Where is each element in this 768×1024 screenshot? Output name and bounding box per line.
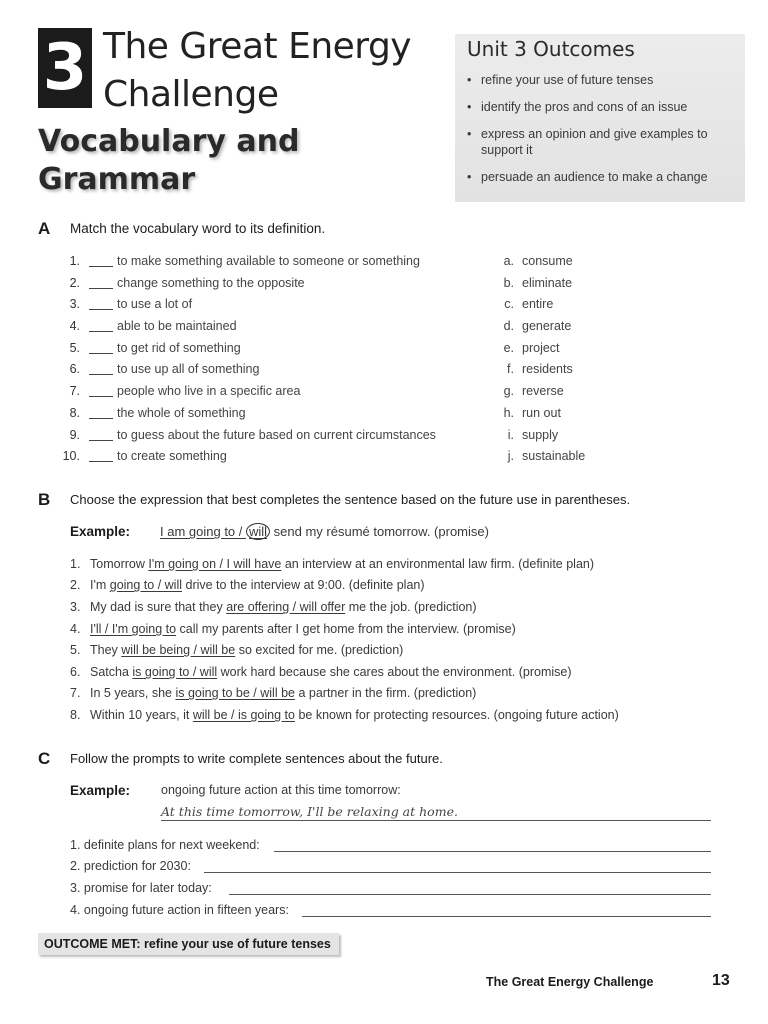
unit-number-badge: 3 [38, 28, 92, 108]
prompt-item: 3. promise for later today: [70, 881, 212, 895]
section-title-line-1: Vocabulary and [38, 124, 300, 159]
unit-title-line-2: Challenge [103, 74, 279, 115]
vocab-row: 9. to guess about the future based on current circumstances i. supply [69, 428, 559, 442]
prompt-item: 1. definite plans for next weekend: [70, 838, 260, 852]
example-label: Example: [70, 783, 131, 798]
vocab-row: 6. to use up all of something f. residents [69, 362, 573, 376]
vocab-row: 7. people who live in a specific area g. reverse [69, 384, 564, 398]
answer-blank[interactable] [89, 276, 113, 289]
choice-option[interactable]: will be being / will be [121, 643, 236, 657]
grammar-item: Satcha is going to / will work hard because she cares about the environment. (promise) [90, 665, 572, 679]
outcomes-title: Unit 3 Outcomes [467, 37, 635, 61]
vocab-row: 4. able to be maintained d. generate [69, 319, 572, 333]
example-answer: At this time tomorrow, I'll be relaxing at home. [161, 804, 458, 819]
outcome-item: • identify the pros and cons of an issue [467, 100, 688, 114]
outcome-item: • persuade an audience to make a change [467, 170, 708, 184]
vocab-row: 5. to get rid of something e. project [69, 341, 560, 355]
unit-title-line-1: The Great Energy [103, 26, 412, 67]
grammar-item: Tomorrow I'm going on / I will have an interview at an environmental law firm. (definite plan) [90, 557, 595, 571]
answer-blank[interactable] [89, 319, 113, 332]
answer-line[interactable] [274, 851, 711, 852]
footer-title: The Great Energy Challenge [486, 975, 654, 989]
vocab-row: 2. change something to the opposite b. eliminate [69, 276, 573, 290]
bullet-icon: • [467, 127, 472, 141]
bullet-icon: • [467, 170, 472, 184]
example-prompt: ongoing future action at this time tomorrow: [161, 783, 401, 797]
vocab-row: 1. to make something available to someone or something a. consume [69, 254, 573, 268]
outcome-item: • express an opinion and give examples to support it [467, 127, 708, 157]
circled-choice: will [246, 523, 270, 540]
answer-blank[interactable] [89, 428, 113, 441]
example-sentence: I am going to / will send my résumé tomorrow. (promise) [160, 524, 489, 539]
vocab-row: 10. to create something j. sustainable [62, 449, 586, 463]
section-b-letter: B [38, 490, 51, 509]
section-c-instruction: Follow the prompts to write complete sentences about the future. [70, 751, 443, 766]
choice-option[interactable]: I'm going on / I will have [148, 557, 282, 571]
section-c-letter: C [38, 749, 51, 768]
answer-blank[interactable] [89, 297, 113, 310]
choice-option[interactable]: are offering / will offer [226, 600, 346, 614]
grammar-item: My dad is sure that they are offering / will offer me the job. (prediction) [90, 600, 477, 614]
page-number: 13 [712, 972, 730, 989]
section-a-letter: A [38, 219, 51, 238]
answer-blank[interactable] [89, 362, 113, 375]
grammar-item: I'm going to / will drive to the interview at 9:00. (definite plan) [90, 578, 425, 592]
grammar-item: Within 10 years, it will be / is going to be known for protecting resources. (ongoing future action) [90, 708, 619, 722]
prompt-item: 2. prediction for 2030: [70, 859, 191, 873]
section-title-line-2: Grammar [38, 162, 196, 197]
bullet-icon: • [467, 100, 472, 114]
answer-line [161, 820, 711, 821]
answer-line[interactable] [204, 872, 711, 873]
answer-blank[interactable] [89, 384, 113, 397]
answer-blank[interactable] [89, 254, 113, 267]
choice-option[interactable]: is going to / will [132, 665, 218, 679]
answer-line[interactable] [302, 916, 711, 917]
grammar-item: In 5 years, she is going to be / will be a partner in the firm. (prediction) [90, 686, 477, 700]
outcome-met-banner: OUTCOME MET: refine your use of future tenses [38, 933, 339, 955]
choice-option[interactable]: going to / will [109, 578, 183, 592]
choice-option[interactable]: is going to be / will be [175, 686, 295, 700]
answer-line[interactable] [229, 894, 711, 895]
example-label: Example: [70, 524, 131, 539]
vocab-row: 3. to use a lot of c. entire [69, 297, 554, 311]
unit-outcomes-panel [455, 34, 745, 202]
outcome-item: • refine your use of future tenses [467, 73, 654, 87]
answer-blank[interactable] [89, 341, 113, 354]
answer-blank[interactable] [89, 406, 113, 419]
prompt-item: 4. ongoing future action in fifteen years: [70, 903, 289, 917]
bullet-icon: • [467, 73, 472, 87]
choice-option[interactable]: I'll / I'm going to [90, 622, 177, 636]
grammar-item: They will be being / will be so excited for me. (prediction) [90, 643, 404, 657]
grammar-item: I'll / I'm going to call my parents after I get home from the interview. (promise) [90, 622, 516, 636]
section-b-instruction: Choose the expression that best completes the sentence based on the future use in parentheses. [70, 492, 631, 507]
choice-option[interactable]: will be / is going to [192, 708, 295, 722]
section-a-instruction: Match the vocabulary word to its definition. [70, 221, 326, 236]
vocab-row: 8. the whole of something h. run out [69, 406, 561, 420]
answer-blank[interactable] [89, 449, 113, 462]
